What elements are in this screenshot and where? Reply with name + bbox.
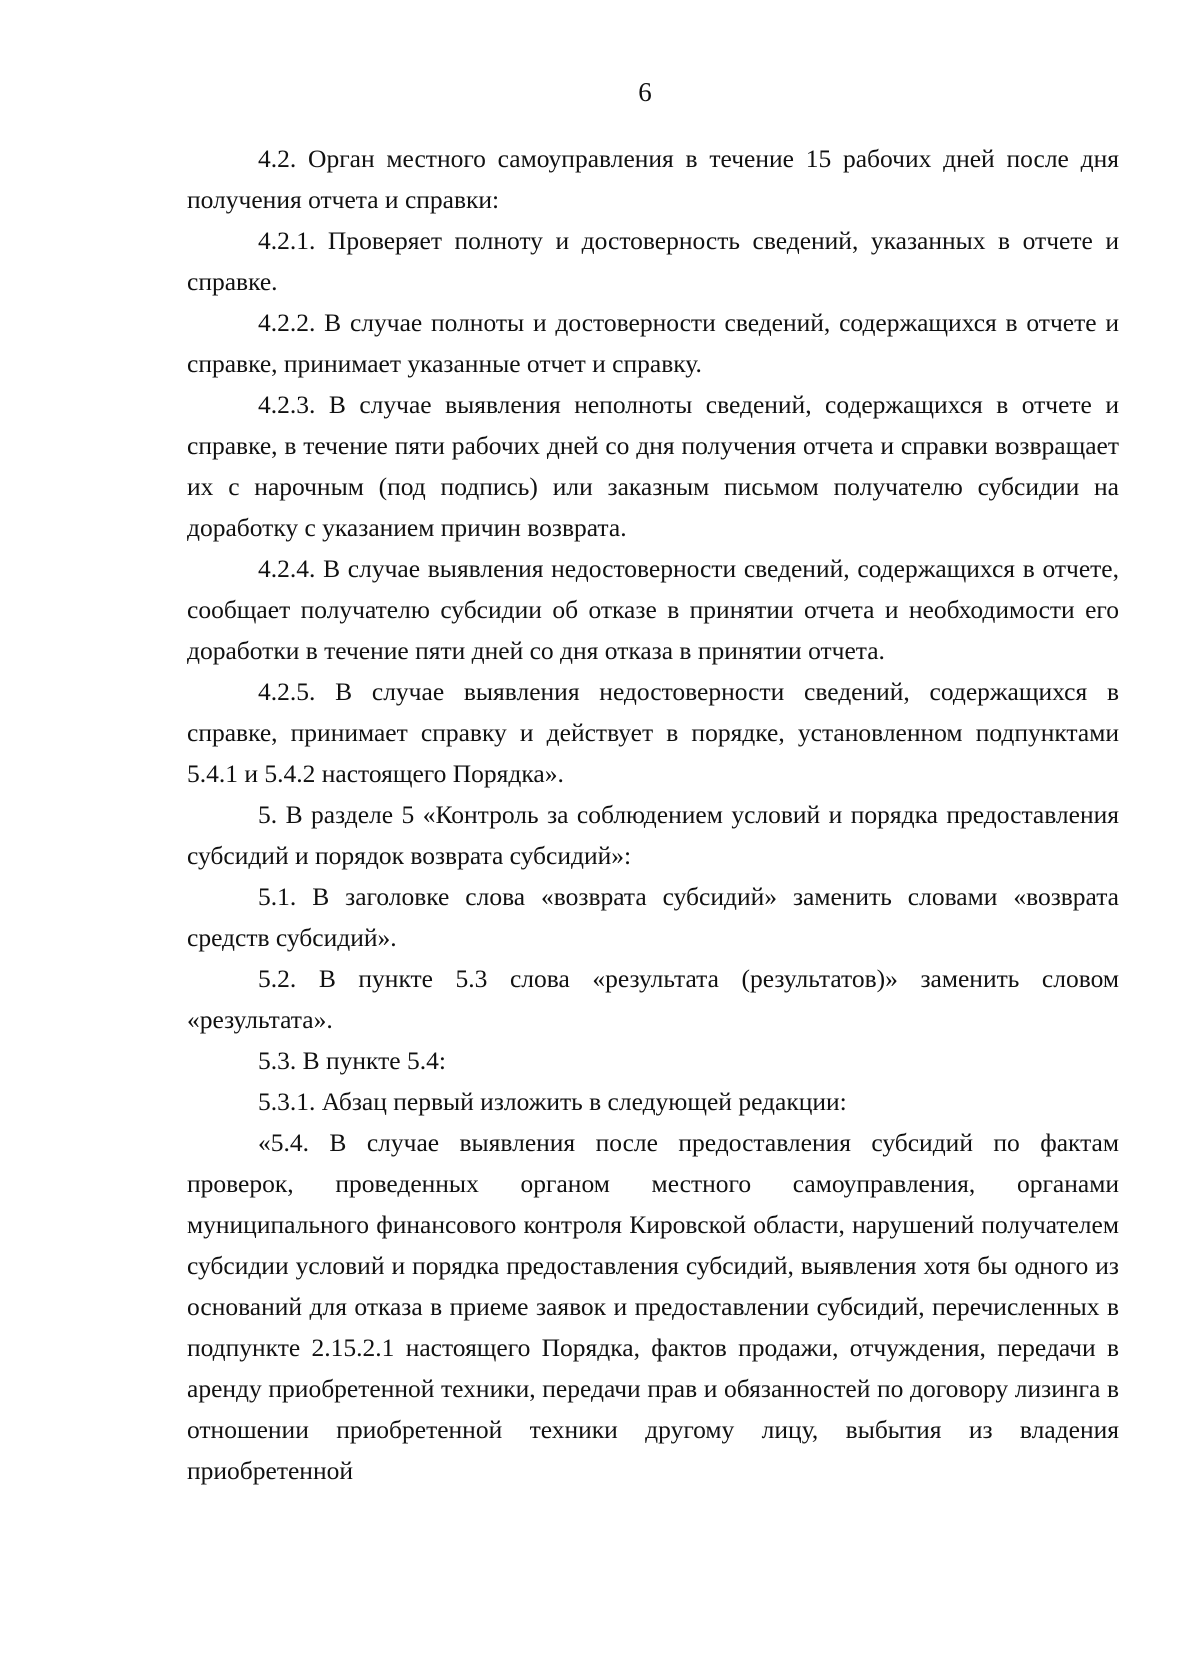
paragraph-5-3-1: 5.3.1. Абзац первый изложить в следующей редакции: xyxy=(258,1087,847,1116)
paragraph-4-2-4: 4.2.4. В случае выявления недостоверности сведений, содержащихся в отчете, сообщает получателю субсидии об отказе в принятии отчета и необходимости его доработки в течение пяти дней со дня отказа в принятии отчета. xyxy=(187,554,1119,665)
paragraph-5-1: 5.1. В заголовке слова «возврата субсидий» заменить словами «возврата средств субсидий». xyxy=(187,882,1119,952)
paragraph-5: 5. В разделе 5 «Контроль за соблюдением условий и порядка предоставления субсидий и порядок возврата субсидий»: xyxy=(187,800,1119,870)
document-body xyxy=(187,138,1119,1491)
paragraph-4-2: 4.2. Орган местного самоуправления в течение 15 рабочих дней после дня получения отчета и справки: xyxy=(187,144,1119,214)
paragraph-4-2-5: 4.2.5. В случае выявления недостоверности сведений, содержащихся в справке, принимает справку и действует в порядке, установленном подпунктами 5.4.1 и 5.4.2 настоящего Порядка». xyxy=(187,677,1119,788)
paragraph-4-2-1: 4.2.1. Проверяет полноту и достоверность сведений, указанных в отчете и справке. xyxy=(187,226,1119,296)
page-number: 6 xyxy=(638,77,652,107)
paragraph-5-2: 5.2. В пункте 5.3 слова «результата (результатов)» заменить словом «результата». xyxy=(187,964,1119,1034)
paragraph-5-4-quote: «5.4. В случае выявления после предоставления субсидий по фактам проверок, проведенных органом местного самоуправления, органами муниципального финансового контроля Кировской области, нарушений получателем субсидии условий и порядка предоставления субсидий, выявления хотя бы одного из оснований для отказа в приеме заявок и предоставлении субсидий, перечисленных в подпункте 2.15.2.1 настоящего Порядка, фактов продажи, отчуждения, передачи в аренду приобретенной техники, передачи прав и обязанностей по договору лизинга в отношении приобретенной техники другому лицу, выбытия из владения приобретенной xyxy=(187,1128,1119,1485)
paragraph-5-3: 5.3. В пункте 5.4: xyxy=(258,1046,446,1075)
paragraph-4-2-3: 4.2.3. В случае выявления неполноты сведений, содержащихся в отчете и справке, в течение пяти рабочих дней со дня получения отчета и справки возвращает их с нарочным (под подпись) или заказным письмом получателю субсидии на доработку с указанием причин возврата. xyxy=(187,390,1119,542)
paragraph-4-2-2: 4.2.2. В случае полноты и достоверности сведений, содержащихся в отчете и справке, принимает указанные отчет и справку. xyxy=(187,308,1119,378)
